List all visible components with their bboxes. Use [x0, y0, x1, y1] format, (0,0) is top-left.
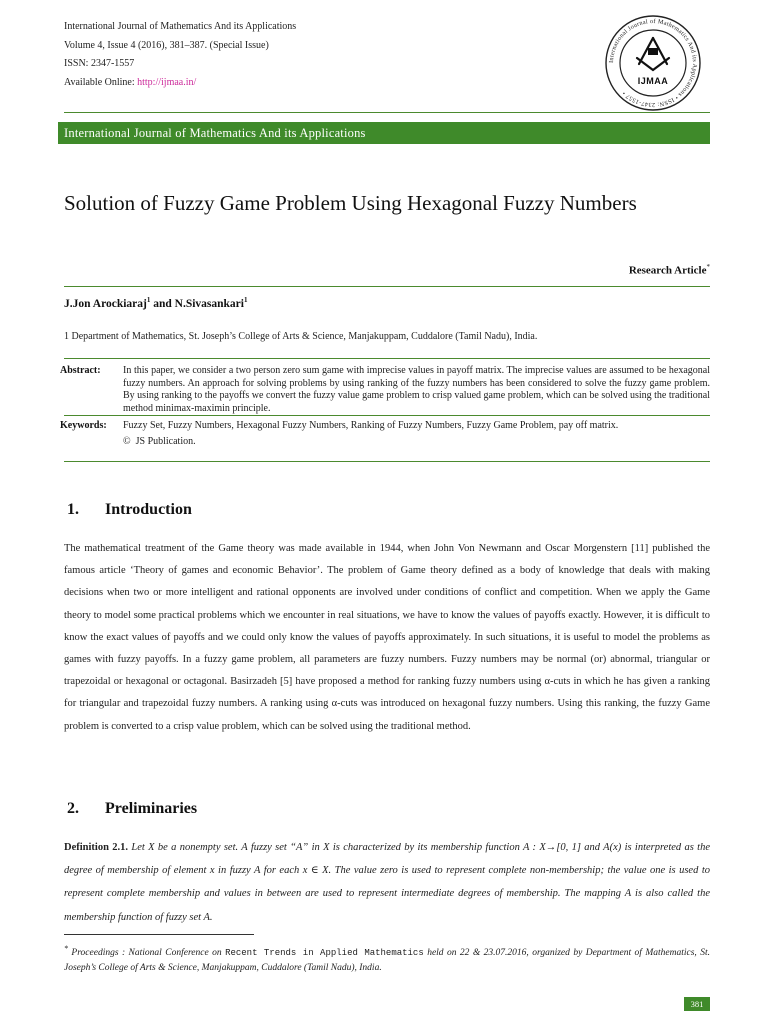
- affiliation: 1 Department of Mathematics, St. Joseph’s College of Arts & Science, Manjakuppam, Cuddalore (Tamil Nadu), India.: [64, 331, 538, 342]
- abstract-text: In this paper, we consider a two person zero sum game with imprecise values in payoff matrix. The imprecise values are assumed to be hexagonal fuzzy numbers. An approach for solving problems by using ranking of the fuzzy numbers has been considered to solve the fuzzy game problem. By using ranking to the payoffs we convert the fuzzy value game problem to crisp valued game problem, which can be solved using the traditional method minimax-maximin principle.: [123, 365, 710, 414]
- section-heading-preliminaries: 2. Preliminaries: [67, 800, 198, 817]
- footnote: * Proceedings : National Conference on Recent Trends in Applied Mathematics held on 22 & 23.07.2016, organized by Department of Mathematics, St. Joseph’s College of Arts & Science, Manjakuppam, Cuddalore (Tamil Nadu), India.: [64, 944, 711, 973]
- page-number: 381: [684, 997, 710, 1011]
- header-issn: ISSN: 2347-1557: [64, 58, 135, 69]
- keywords-text: Fuzzy Set, Fuzzy Numbers, Hexagonal Fuzzy Numbers, Ranking of Fuzzy Numbers, Fuzzy Game Problem, pay off matrix.: [123, 420, 619, 431]
- article-type-label: Research Article: [628, 264, 707, 277]
- svg-text:International Journal of Mathe: [608, 18, 698, 108]
- article-type: [629, 263, 710, 277]
- divider-rule: [64, 358, 710, 359]
- copyright-icon: ©: [123, 435, 131, 447]
- definition-text: Let X be a nonempty set. A fuzzy set “A” in X is characterized by its membership function A : X→[0, 1] and A(x) is interpreted as the degree of membership of element x in fuzzy A for each x ∈ X. The value zero is used to represent complete non-membership; the value one is used to represent complete membership and values in between are used to represent intermediate degrees of membership. The mapping A is also called the membership function of fuzzy set A.: [64, 842, 711, 923]
- publisher-name: JS Publication.: [135, 435, 196, 447]
- footnote-rule: [64, 934, 254, 935]
- author-name: N.Sivasankari: [174, 297, 244, 310]
- logo-ring-text: International Journal of Mathematics And its Applications • ISSN: 2347-1557 •: [607, 17, 699, 109]
- divider-rule: [64, 461, 710, 462]
- divider-rule: [64, 286, 710, 287]
- article-type-mark: *: [706, 263, 710, 271]
- author-list: J.Jon Arockiaraj$^1$ and N.Sivasankari$^1$: [64, 296, 248, 310]
- abstract-label: Abstract:: [60, 365, 101, 376]
- definition-2-1: [64, 836, 710, 929]
- footnote-mark: *: [64, 944, 68, 953]
- divider-rule: [64, 415, 710, 416]
- header-volume: Volume 4, Issue 4 (2016), 381–387. (Special Issue): [64, 39, 269, 51]
- introduction-paragraph: The mathematical treatment of the Game theory was made available in 1944, when John Von Newmann and Oscar Morgenstern [11] published the famous article ‘Theory of games and economic Behavior’. The problem of Game theory defined as a body of knowledge that deals with making decisions when two or more intelligent and rational opponents are involved under conditions of conflict and competition. When we apply the Game theory to model some practical problems which we encounter in real situations, we have to know the values of payoffs exactly. However, it is difficult to know the exact values of payoffs and we could only know the values of payoffs approximately. In such situations, it is useful to model the problems as games with fuzzy payoffs. In a fuzzy game problem, all parameters are fuzzy numbers. Fuzzy numbers may be normal (or) abnormal, triangular or trapezoidal or hexagonal or octagonal. Basirzadeh [5] have proposed a method for ranking fuzzy numbers using α-cuts in which he has given a ranking for triangular and trapezoidal fuzzy numbers. A ranking using α-cuts was introduced on hexagonal fuzzy numbers. Using this ranking, the fuzzy Game problem is converted to a crisp value problem, which can be solved using the traditional method.: [64, 543, 710, 732]
- paper-title: Solution of Fuzzy Game Problem Using Hexagonal Fuzzy Numbers: [64, 191, 637, 215]
- available-label: Available Online:: [64, 76, 135, 88]
- journal-header: [64, 18, 296, 92]
- journal-logo: [604, 14, 702, 112]
- journal-url-link[interactable]: http://ijmaa.in/: [137, 76, 197, 88]
- copyright-line: [123, 436, 710, 449]
- header-availability: [64, 74, 296, 93]
- conference-name: Recent Trends in Applied Mathematics: [225, 948, 424, 959]
- definition-label: Definition 2.1.: [64, 842, 129, 853]
- divider-rule: [64, 112, 710, 113]
- author-name: J.Jon Arockiaraj: [64, 297, 147, 310]
- logo-abbrev: IJMAA: [637, 76, 669, 86]
- journal-banner: International Journal of Mathematics And its Applications: [58, 122, 710, 144]
- header-journal-name: International Journal of Mathematics And its Applications: [64, 21, 297, 32]
- section-heading-introduction: 1. Introduction: [67, 501, 192, 518]
- keywords-label: Keywords:: [60, 420, 107, 431]
